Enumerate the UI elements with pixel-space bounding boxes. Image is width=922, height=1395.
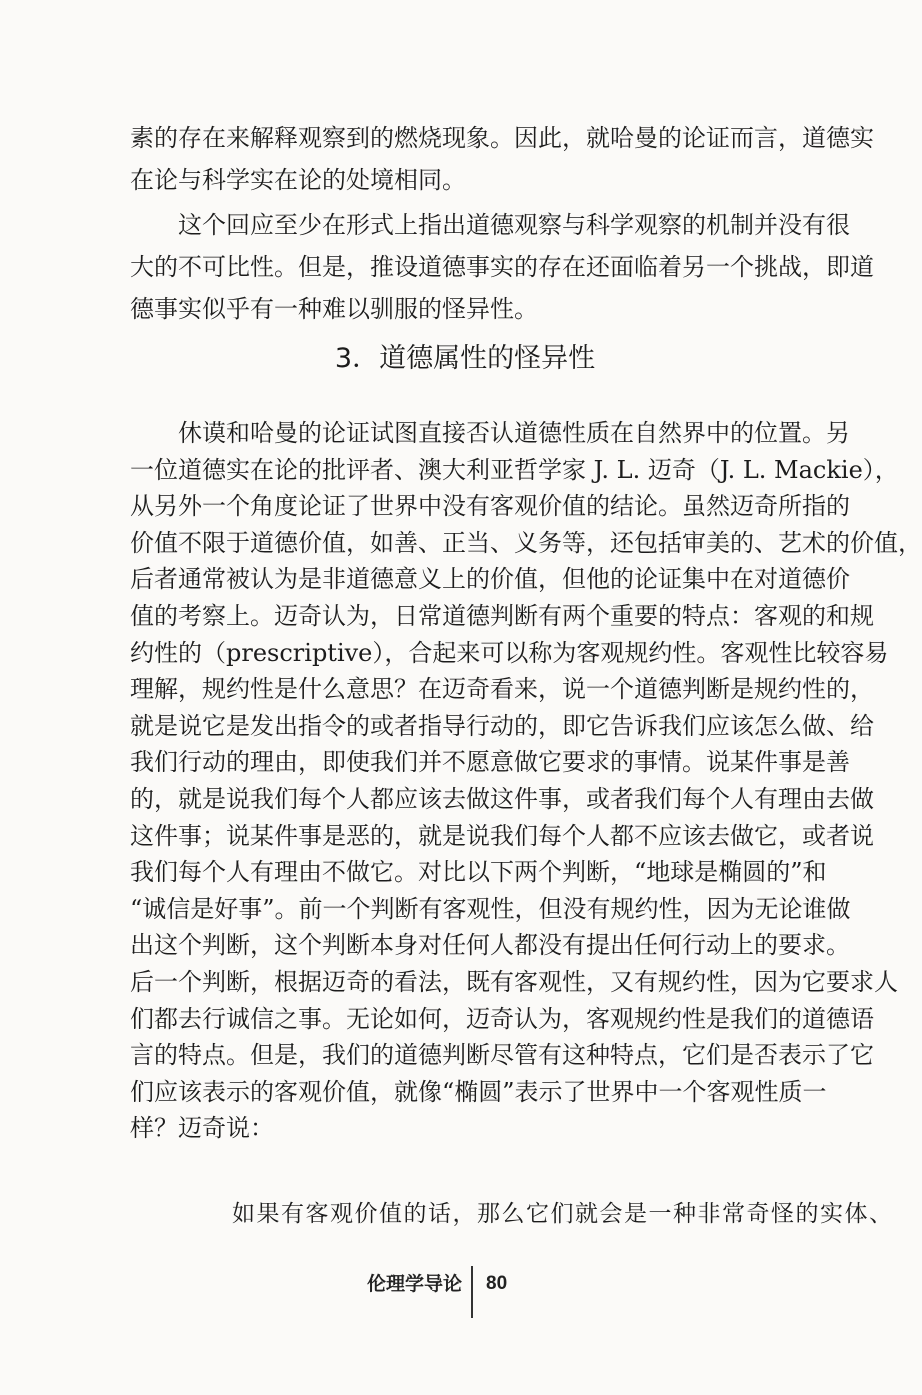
body-line: 我们每个人有理由不做它。对比以下两个判断，“地球是椭圆的”和	[130, 858, 827, 886]
body-line: 从另外一个角度论证了世界中没有客观价值的结论。虽然迈奇所指的	[130, 492, 850, 520]
block-quote-line: 如果有客观价值的话，那么它们就会是一种非常奇怪的实体、	[232, 1201, 894, 1227]
body-line: 价值不限于道德价值，如善、正当、义务等，还包括审美的、艺术的价值，	[130, 529, 922, 557]
body-line: 一位道德实在论的批评者、澳大利亚哲学家 J. L. 迈奇（J. L. Mackie），	[130, 456, 899, 484]
body-line: 们都去行诚信之事。无论如何，迈奇认为，客观规约性是我们的道德语	[130, 1005, 874, 1033]
body-line: 值的考察上。迈奇认为，日常道德判断有两个重要的特点：客观的和规	[130, 602, 874, 630]
body-line: 这个回应至少在形式上指出道德观察与科学观察的机制并没有很	[178, 211, 850, 239]
body-line: 的，就是说我们每个人都应该去做这件事，或者我们每个人有理由去做	[130, 785, 874, 813]
body-line: 素的存在来解释观察到的燃烧现象。因此，就哈曼的论证而言，道德实	[130, 124, 874, 152]
page-number: 80	[486, 1273, 508, 1294]
body-line: “诚信是好事”。前一个判断有客观性，但没有规约性，因为无论谁做	[130, 895, 851, 923]
body-line: 约性的（prescriptive），合起来可以称为客观规约性。客观性比较容易	[130, 639, 889, 667]
body-line: 理解，规约性是什么意思？在迈奇看来，说一个道德判断是规约性的，	[130, 675, 874, 703]
footer-divider	[471, 1266, 473, 1318]
body-line: 样？迈奇说：	[130, 1114, 274, 1142]
body-line: 就是说它是发出指令的或者指导行动的，即它告诉我们应该怎么做、给	[130, 712, 874, 740]
body-line: 在论与科学实在论的处境相同。	[130, 166, 466, 194]
body-line: 我们行动的理由，即使我们并不愿意做它要求的事情。说某件事是善	[130, 748, 850, 776]
body-line: 休谟和哈曼的论证试图直接否认道德性质在自然界中的位置。另	[178, 419, 850, 447]
body-line: 这件事；说某件事是恶的，就是说我们每个人都不应该去做它，或者说	[130, 822, 874, 850]
body-line: 大的不可比性。但是，推设道德事实的存在还面临着另一个挑战，即道	[130, 253, 874, 281]
body-line: 们应该表示的客观价值，就像“椭圆”表示了世界中一个客观性质一	[130, 1078, 827, 1106]
body-line: 后一个判断，根据迈奇的看法，既有客观性，又有规约性，因为它要求人	[130, 968, 898, 996]
body-line: 德事实似乎有一种难以驯服的怪异性。	[130, 295, 538, 323]
footer-book-title: 伦理学导论	[366, 1273, 462, 1295]
body-line: 言的特点。但是，我们的道德判断尽管有这种特点，它们是否表示了它	[130, 1041, 874, 1069]
body-line: 后者通常被认为是非道德意义上的价值，但他的论证集中在对道德价	[130, 565, 850, 593]
section-heading: 3．道德属性的怪异性	[334, 343, 596, 374]
body-line: 出这个判断，这个判断本身对任何人都没有提出任何行动上的要求。	[130, 931, 850, 959]
